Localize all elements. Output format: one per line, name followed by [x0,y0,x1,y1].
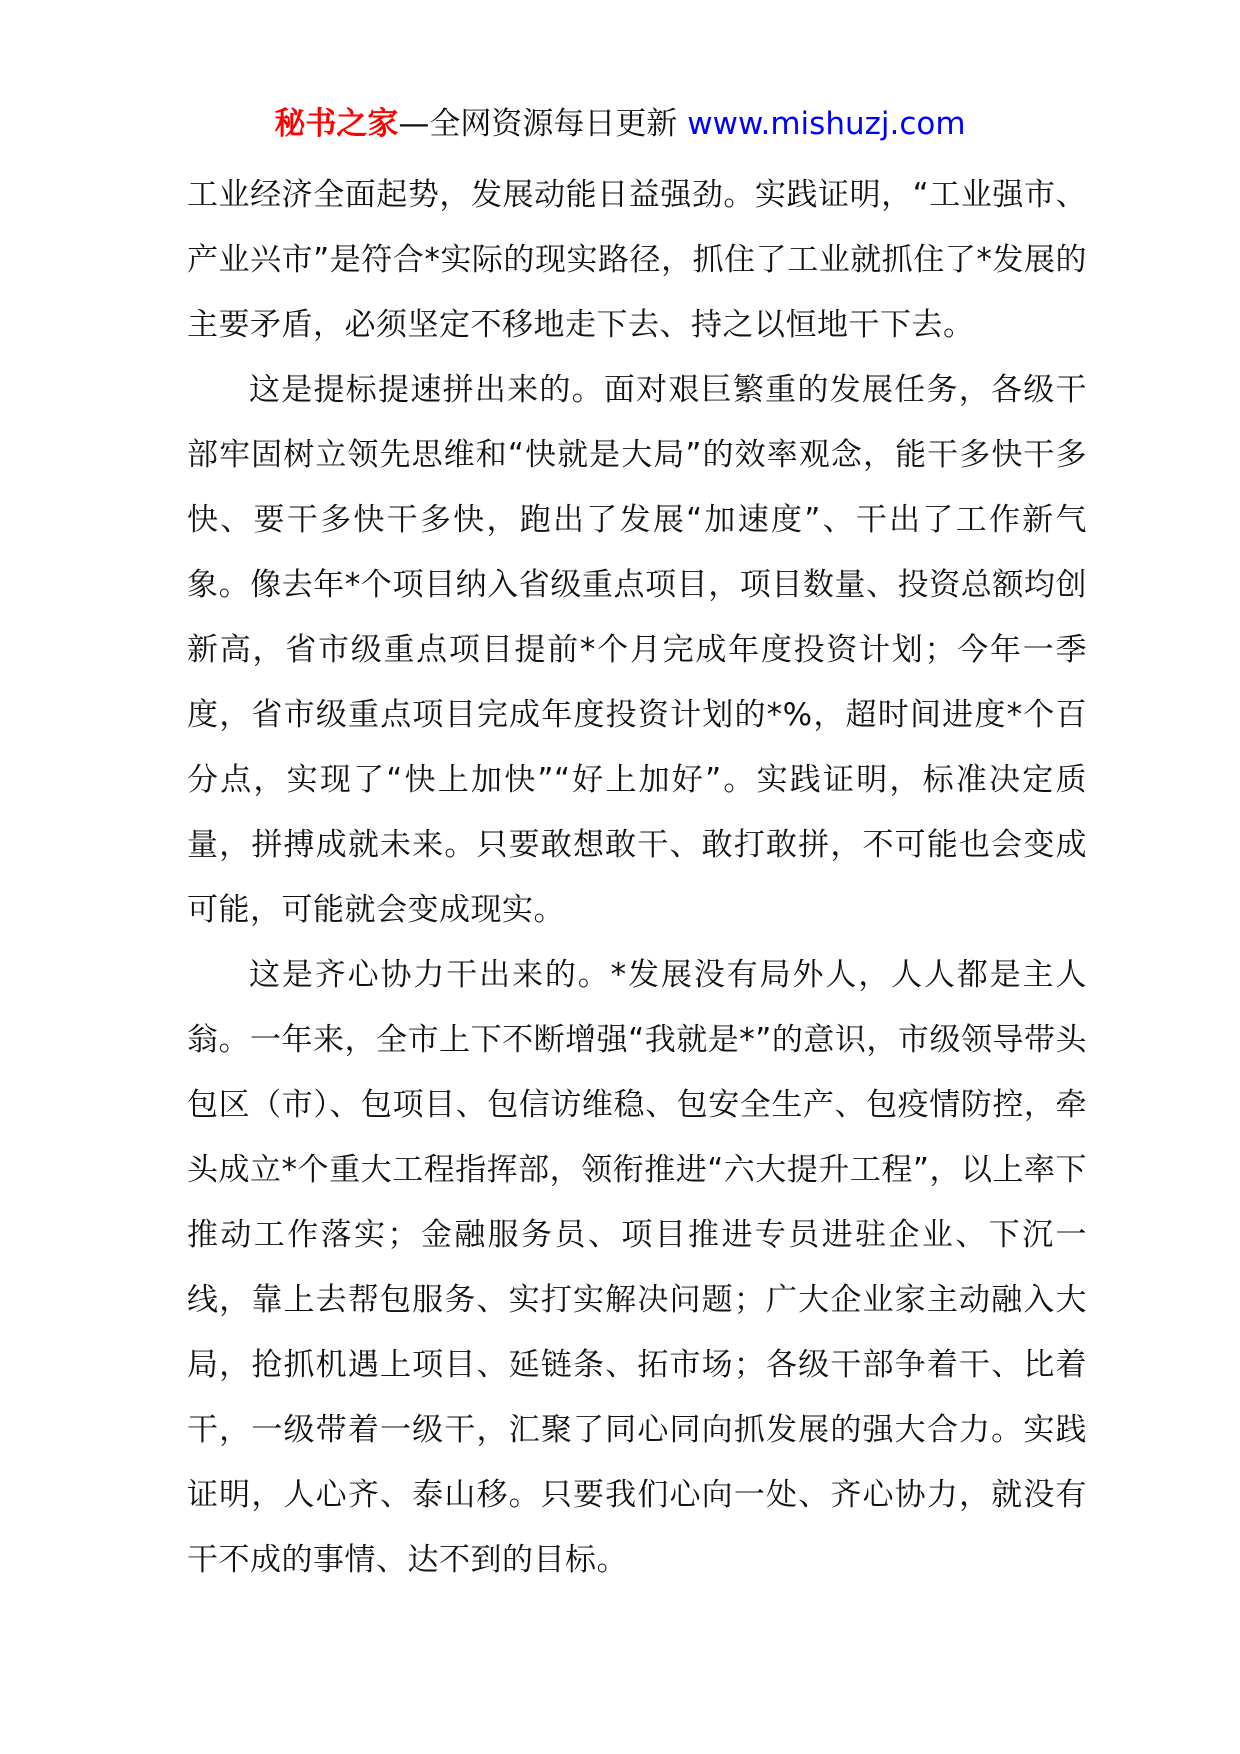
site-url-link[interactable]: www.mishuzj.com [687,106,966,142]
paragraph-unity: 这是齐心协力干出来的。*发展没有局外人，人人都是主人翁。一年来，全市上下不断增强“我就是*”的意识，市级领导带头包区（市）、包项目、包信访维稳、包安全生产、包疫情防控，牵头成立*个重大工程指挥部，领衔推进“六大提升工程”，以上率下推动工作落实；金融服务员、项目推进专员进驻企业、下沉一线，靠上去帮包服务、实打实解决问题；广大企业家主动融入大局，抢抓机遇上项目、延链条、拓市场；各级干部争着干、比着干，一级带着一级干，汇聚了同心同向抓发展的强大合力。实践证明，人心齐、泰山移。只要我们心向一处、齐心协力，就没有干不成的事情、达不到的目标。 [187,957,1087,1578]
document-body [187,163,1087,1593]
site-brand: 秘书之家 [274,106,399,142]
site-header [0,104,1240,144]
paragraph-continuation: 工业经济全面起势，发展动能日益强劲。实践证明，“工业强市、产业兴市”是符合*实际的现实路径，抓住了工业就抓住了*发展的主要矛盾，必须坚定不移地走下去、持之以恒地干下去。 [187,177,1087,343]
paragraph-speed: 这是提标提速拼出来的。面对艰巨繁重的发展任务，各级干部牢固树立领先思维和“快就是大局”的效率观念，能干多快干多快、要干多快干多快，跑出了发展“加速度”、干出了工作新气象。像去年*个项目纳入省级重点项目，项目数量、投资总额均创新高，省市级重点项目提前*个月完成年度投资计划；今年一季度，省市级重点项目完成年度投资计划的*%，超时间进度*个百分点，实现了“快上加快”“好上加好”。实践证明，标准决定质量，拼搏成就未来。只要敢想敢干、敢打敢拼，不可能也会变成可能，可能就会变成现实。 [187,372,1087,928]
site-slogan: —全网资源每日更新 [398,106,688,142]
